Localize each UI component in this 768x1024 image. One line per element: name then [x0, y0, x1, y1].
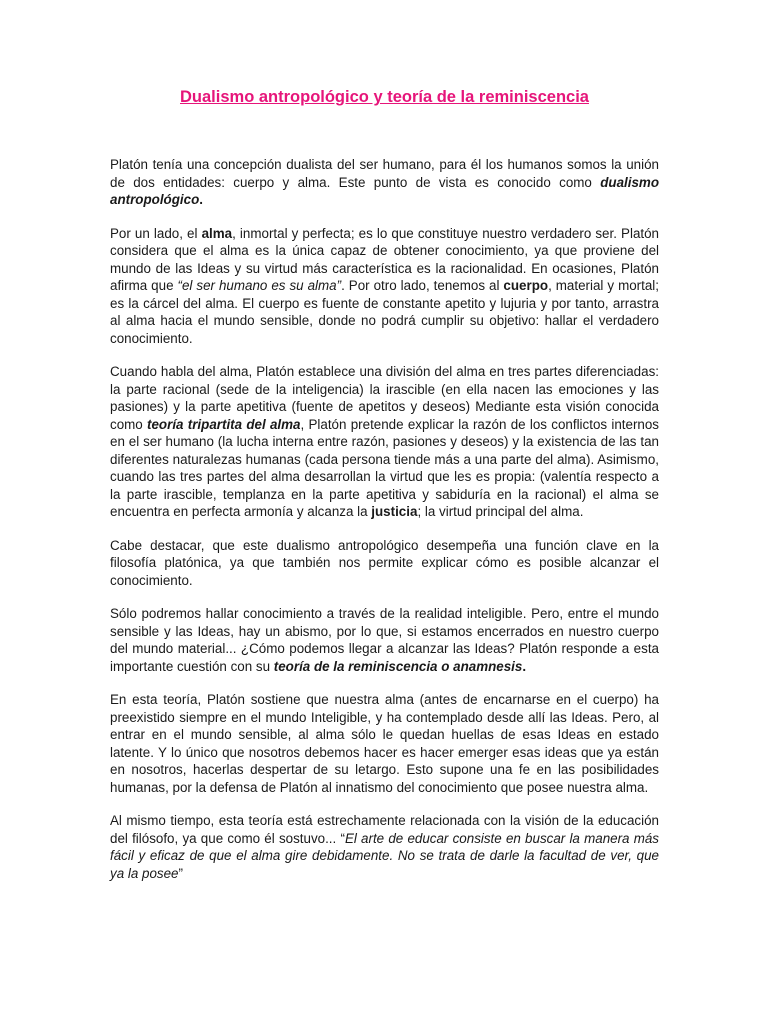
- text-run: , inmortal y perfecta; es lo que constituye nuestro verdadero ser. Platón considera que el alma es la única capaz de obtener conocimiento, ya que proviene del mundo de las Ideas y su virtud más característica es la racionalidad. En ocasiones, Platón afirma que: [110, 225, 660, 293]
- text-run: ; la virtud principal del alma.: [417, 504, 584, 519]
- text-run: teoría de la reminiscencia o anamnesis: [273, 658, 523, 674]
- text-run: .: [199, 192, 203, 207]
- paragraph: [110, 605, 659, 675]
- text-run: El arte de educar consiste en buscar la manera más fácil y eficaz de que el alma gire debidamente. No se trata de darle la facultad de ver, que ya la posee: [110, 830, 659, 881]
- paragraph: [110, 225, 659, 348]
- document-title: Dualismo antropológico y teoría de la reminiscencia: [180, 88, 589, 106]
- text-run: “el ser humano es su alma”: [177, 278, 342, 293]
- paragraph: [110, 363, 659, 521]
- text-run: En esta teoría, Platón sostiene que nuestra alma (antes de encarnarse en el cuerpo) ha preexistido siempre en el mundo Inteligible, y ha contemplado desde allí las Ideas. Pero, al entrar en el mundo sensible, al alma sólo le quedan huellas de esas Ideas en estado latente. Y lo único que nosotros debemos hacer es hacer emerger esas ideas que ya están en nosotros, hacerlas despertar de su letargo. Esto supone una fe en las posibilidades humanas, por la defensa de Platón al innatismo del conocimiento que posee nuestra alma.: [110, 692, 659, 795]
- paragraph: [110, 691, 659, 796]
- text-run: dualismo antropológico: [110, 174, 659, 207]
- paragraph: [110, 812, 659, 882]
- paragraph: [110, 537, 659, 590]
- text-run: justicia: [371, 504, 418, 519]
- document-body: [110, 156, 659, 882]
- text-run: Sólo podremos hallar conocimiento a través de la realidad inteligible. Pero, entre el mundo sensible y las Ideas, hay un abismo, por lo que, si estamos encerrados en nuestro cuerpo del mundo material... ¿Cómo podemos llegar a alcanzar las Ideas? Platón responde a esta importante cuestión con su: [110, 606, 659, 674]
- text-run: teoría tripartita del alma: [147, 416, 301, 432]
- text-run: Por un lado, el: [110, 225, 202, 241]
- text-run: ”: [178, 865, 183, 881]
- paragraph: [110, 156, 659, 209]
- text-run: Al mismo tiempo, esta teoría está estrechamente relacionada con la visión de la educación del filósofo, ya que como él sostuvo... “: [110, 813, 659, 846]
- text-run: Cuando habla del alma, Platón establece una división del alma en tres partes diferenciadas: la parte racional (sede de la inteligencia) la irascible (en ella nacen las emociones y las pasiones) y la parte apetitiva (fuente de apetitos y deseos) Mediante esta visión conocida como: [110, 364, 659, 432]
- text-run: Cabe destacar, que este dualismo antropológico desempeña una función clave en la filosofía platónica, ya que también nos permite explicar cómo es posible alcanzar el conocimiento.: [110, 537, 659, 588]
- text-run: Platón tenía una concepción dualista del ser humano, para él los humanos somos la unión de dos entidades: cuerpo y alma. Este punto de vista es conocido como: [110, 157, 659, 190]
- text-run: .: [522, 658, 527, 674]
- text-run: . Por otro lado, tenemos al: [341, 278, 504, 293]
- text-run: alma: [201, 225, 233, 241]
- text-run: , material y mortal; es la cárcel del alma. El cuerpo es fuente de constante apetito y lujuria y por tanto, arrastra al alma hacia el mundo sensible, donde no podrá cumplir su objetivo: hallar el verdadero conocimiento.: [110, 278, 659, 346]
- text-run: cuerpo: [503, 278, 549, 293]
- text-run: , Platón pretende explicar la razón de los conflictos internos en el ser humano (la lucha interna entre razón, pasiones y deseos) y la existencia de las tan diferentes naturalezas humanas (cada persona tiende más a una parte del alma). Asimismo, cuando las tres partes del alma desarrollan la virtud que les es propia: (valentía respecto a la parte irascible, templanza en la parte apetitiva y sabiduría en la racional) el alma se encuentra en perfecta armonía y alcanza la: [110, 416, 659, 519]
